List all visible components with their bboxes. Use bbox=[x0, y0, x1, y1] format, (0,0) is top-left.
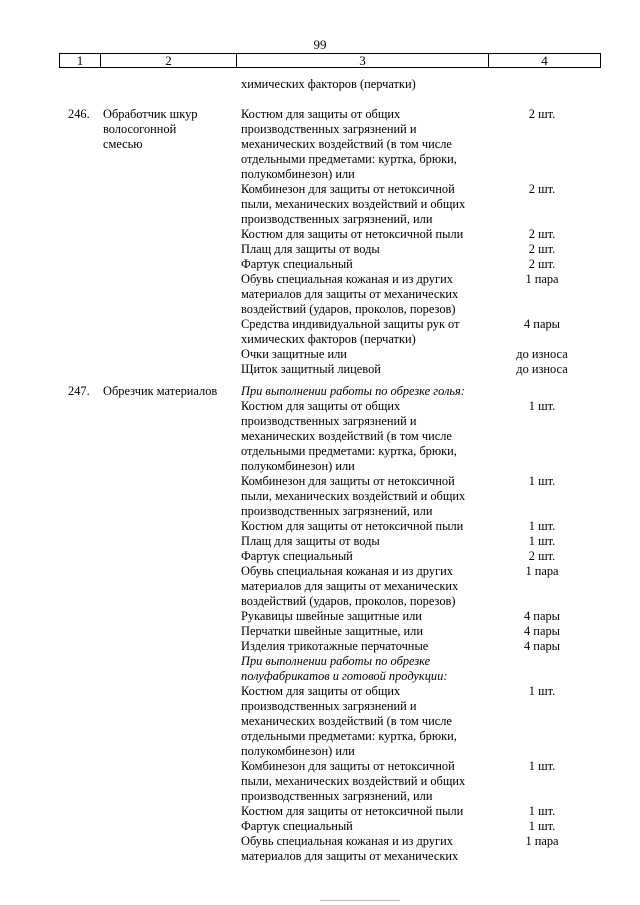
ppe-item-line: Комбинезон для защиты от нетоксичной bbox=[241, 474, 455, 488]
ppe-quantity: 1 шт. bbox=[528, 534, 556, 548]
ppe-item-line: Обувь специальная кожаная и из других bbox=[241, 272, 453, 286]
ppe-item-line: производственных загрязнений и bbox=[241, 699, 417, 713]
ppe-item-line: Костюм для защиты от общих bbox=[241, 107, 401, 121]
ppe-item-line: производственных загрязнений и bbox=[241, 122, 417, 136]
ppe-item-line: Изделия трикотажные перчаточные bbox=[241, 639, 429, 653]
ppe-item-line: полукомбинезон) или bbox=[241, 744, 355, 758]
ppe-item-line: Плащ для защиты от воды bbox=[241, 534, 380, 548]
ppe-quantity: 1 пара bbox=[525, 272, 559, 286]
condition-heading-line: При выполнении работы по обрезке голья: bbox=[241, 384, 465, 398]
ppe-item-line: Фартук специальный bbox=[241, 819, 353, 833]
ppe-item-line: Костюм для защиты от общих bbox=[241, 684, 401, 698]
continuation-text: химических факторов (перчатки) bbox=[241, 77, 416, 91]
ppe-item-line: полукомбинезон) или bbox=[241, 167, 355, 181]
profession-name-line: смесью bbox=[103, 137, 143, 151]
profession-name-line: Обрезчик материалов bbox=[103, 384, 218, 398]
ppe-quantity: 4 пары bbox=[524, 624, 560, 638]
ppe-item-line: производственных загрязнений, или bbox=[241, 504, 433, 518]
ppe-item-line: Очки защитные или bbox=[241, 347, 347, 361]
ppe-item-line: Средства индивидуальной защиты рук от bbox=[241, 317, 460, 331]
ppe-quantity: 1 шт. bbox=[528, 804, 556, 818]
ppe-item-line: механических воздействий (в том числе bbox=[241, 137, 452, 151]
ppe-item-line: отдельными предметами: куртка, брюки, bbox=[241, 444, 457, 458]
ppe-quantity: 2 шт. bbox=[528, 107, 556, 121]
footer-rule bbox=[320, 900, 400, 901]
ppe-item-line: механических воздействий (в том числе bbox=[241, 429, 452, 443]
ppe-item-line: производственных загрязнений и bbox=[241, 414, 417, 428]
ppe-item-line: Костюм для защиты от общих bbox=[241, 399, 401, 413]
ppe-item-line: Костюм для защиты от нетоксичной пыли bbox=[241, 227, 464, 241]
ppe-item-line: воздействий (ударов, проколов, порезов) bbox=[241, 302, 456, 316]
ppe-quantity: 1 пара bbox=[525, 564, 559, 578]
ppe-item-line: Фартук специальный bbox=[241, 549, 353, 563]
ppe-item-line: Комбинезон для защиты от нетоксичной bbox=[241, 182, 455, 196]
profession-name-line: Обработчик шкур bbox=[103, 107, 198, 121]
ppe-quantity: 1 шт. bbox=[528, 474, 556, 488]
ppe-quantity: 2 шт. bbox=[528, 242, 556, 256]
ppe-quantity: 1 шт. bbox=[528, 684, 556, 698]
ppe-item-line: Обувь специальная кожаная и из других bbox=[241, 834, 453, 848]
ppe-quantity: 4 пары bbox=[524, 317, 560, 331]
ppe-item-line: воздействий (ударов, проколов, порезов) bbox=[241, 594, 456, 608]
ppe-item-line: материалов для защиты от механических bbox=[241, 579, 459, 593]
ppe-quantity: 2 шт. bbox=[528, 549, 556, 563]
ppe-quantity: 1 шт. bbox=[528, 399, 556, 413]
column-header-2: 2 bbox=[101, 54, 237, 68]
ppe-quantity: 1 шт. bbox=[528, 819, 556, 833]
ppe-item-line: Костюм для защиты от нетоксичной пыли bbox=[241, 804, 464, 818]
ppe-item-line: Костюм для защиты от нетоксичной пыли bbox=[241, 519, 464, 533]
ppe-item-line: производственных загрязнений, или bbox=[241, 789, 433, 803]
ppe-item-line: химических факторов (перчатки) bbox=[241, 332, 416, 346]
ppe-item-line: Щиток защитный лицевой bbox=[241, 362, 381, 376]
ppe-item-line: Комбинезон для защиты от нетоксичной bbox=[241, 759, 455, 773]
ppe-item-line: полукомбинезон) или bbox=[241, 459, 355, 473]
column-header-4: 4 bbox=[489, 54, 601, 68]
ppe-quantity: до износа bbox=[516, 362, 568, 376]
ppe-item-line: Рукавицы швейные защитные или bbox=[241, 609, 422, 623]
ppe-quantity: 1 шт. bbox=[528, 519, 556, 533]
ppe-item-line: материалов для защиты от механических bbox=[241, 287, 459, 301]
ppe-quantity: 4 пары bbox=[524, 609, 560, 623]
ppe-item-line: пыли, механических воздействий и общих bbox=[241, 489, 466, 503]
ppe-item-line: материалов для защиты от механических bbox=[241, 849, 459, 863]
ppe-quantity: 1 шт. bbox=[528, 759, 556, 773]
ppe-item-line: Фартук специальный bbox=[241, 257, 353, 271]
ppe-item-line: пыли, механических воздействий и общих bbox=[241, 197, 466, 211]
ppe-quantity: до износа bbox=[516, 347, 568, 361]
ppe-item-line: отдельными предметами: куртка, брюки, bbox=[241, 729, 457, 743]
entry-number: 246. bbox=[68, 107, 90, 121]
column-header-3: 3 bbox=[237, 54, 489, 68]
ppe-quantity: 2 шт. bbox=[528, 257, 556, 271]
column-header-1: 1 bbox=[60, 54, 101, 68]
ppe-item-line: Плащ для защиты от воды bbox=[241, 242, 380, 256]
ppe-item-line: отдельными предметами: куртка, брюки, bbox=[241, 152, 457, 166]
condition-heading-line: При выполнении работы по обрезке bbox=[241, 654, 431, 668]
ppe-quantity: 4 пары bbox=[524, 639, 560, 653]
ppe-item-line: Обувь специальная кожаная и из других bbox=[241, 564, 453, 578]
ppe-quantity: 1 пара bbox=[525, 834, 559, 848]
ppe-item-line: производственных загрязнений, или bbox=[241, 212, 433, 226]
condition-heading-line: полуфабрикатов и готовой продукции: bbox=[241, 669, 448, 683]
entry-number: 247. bbox=[68, 384, 90, 398]
column-header-table bbox=[59, 53, 601, 68]
ppe-quantity: 2 шт. bbox=[528, 227, 556, 241]
ppe-quantity: 2 шт. bbox=[528, 182, 556, 196]
page-number: 99 bbox=[313, 37, 327, 52]
ppe-item-line: пыли, механических воздействий и общих bbox=[241, 774, 466, 788]
profession-name-line: волосогонной bbox=[103, 122, 177, 136]
ppe-item-line: Перчатки швейные защитные, или bbox=[241, 624, 423, 638]
ppe-item-line: механических воздействий (в том числе bbox=[241, 714, 452, 728]
